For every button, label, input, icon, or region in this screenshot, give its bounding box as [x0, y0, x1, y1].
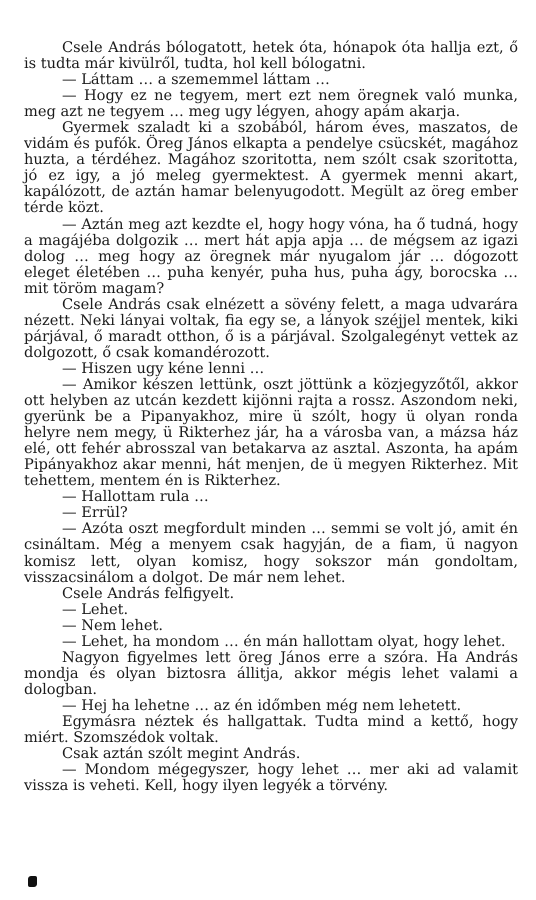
- paragraph: — Lehet, ha mondom … én mán hallottam olyat, hogy lehet.: [62, 632, 506, 650]
- book-page-text: [24, 40, 518, 794]
- paragraph: — Errül?: [62, 504, 128, 522]
- paragraph: — Mondom mégegyszer, hogy lehet … mer aki ad valamit vissza is veheti. Kell, hogy ilyen legyék a törvény.: [24, 761, 518, 795]
- paragraph: Csele András bólogatott, hetek óta, hónapok óta hallja ezt, ő is tudta már kivülről, tudta, hol kell bólogatni.: [24, 39, 518, 73]
- paragraph: Csak aztán szólt megint András.: [62, 745, 301, 763]
- paragraph: Egymásra néztek és hallgattak. Tudta mind a kettő, hogy miért. Szomszédok voltak.: [24, 712, 518, 747]
- paragraph: — Hogy ez ne tegyem, mert ezt nem öregnek való munka, meg azt ne tegyem … meg ugy légyen, ahogy apám akarja.: [24, 87, 518, 121]
- paragraph: Csele András csak elnézett a sövény felett, a maga udvarára nézett. Neki lányai voltak, fia egy se, a lányok széjjel mentek, kiki párjával, ő maradt otthon, ő is a párjával. Szolgalegényt vettek az dolgozott, ő csak komandérozott.: [24, 295, 518, 361]
- paragraph: — Hej ha lehetne … az én időmben még nem lehetett.: [62, 696, 462, 714]
- paragraph: — Hallottam rula …: [62, 488, 209, 506]
- paragraph: Gyermek szaladt ki a szobából, három éves, maszatos, de vidám és pufók. Öreg János elkapta a pendelye csücskét, magához huzta, a térdéhez. Magához szoritotta, nem szólt csak szoritotta, jó ez igy, a jó meleg gyermektest. A gyermek menni akart, kapálózott, de aztán hamar belenyugodott. Megült az öreg ember térde közt.: [24, 119, 518, 217]
- paragraph: Csele András felfigyelt.: [62, 584, 235, 602]
- paragraph: — Lehet.: [62, 600, 129, 618]
- paragraph: — Hiszen ugy kéne lenni …: [62, 359, 265, 377]
- paragraph: — Nem lehet.: [62, 616, 163, 634]
- paragraph: — Azóta oszt megfordult minden … semmi se volt jó, amit én csináltam. Még a menyem csak hagyján, de a fiam, ü nagyon komisz lett, olyan komisz, hogy sokszor mán gondoltam, visszacsinálom a dolgot. De már nem lehet.: [24, 520, 518, 586]
- ink-blot-mark: [28, 876, 37, 887]
- paragraph: Nagyon figyelmes lett öreg János erre a szóra. Ha András mondja és olyan biztosra állitja, akkor mégis lehet valami a dologban.: [24, 648, 518, 698]
- paragraph: — Láttam … a szememmel láttam …: [62, 71, 330, 89]
- paragraph: — Amikor készen lettünk, oszt jöttünk a közjegyzőtől, akkor ott helyben az utcán kezdett kijönni rajta a rossz. Aszondom neki, gyerünk be a Pipanyakhoz, mire ü szólt, hogy ü olyan ronda helyre nem megy, ü Rikterhez jár, ha a városba van, a mázsa ház elé, ott fehér abrosszal van betakarva az asztal. Aszonta, ha apám Pipányakhoz akar menni, hát menjen, de ü megyen Rikterhez. Mit tehettem, mentem én is Rikterhez.: [24, 375, 518, 490]
- paragraph: — Aztán meg azt kezdte el, hogy hogy vóna, ha ő tudná, hogy a magájéba dolgozik … mert hát apja apja … de mégsem az igazi dolog … meg hogy az öregnek már nyugalom jár … dógozott eleget életében … puha kenyér, puha hus, puha ágy, borocska … mit töröm magam?: [24, 215, 518, 297]
